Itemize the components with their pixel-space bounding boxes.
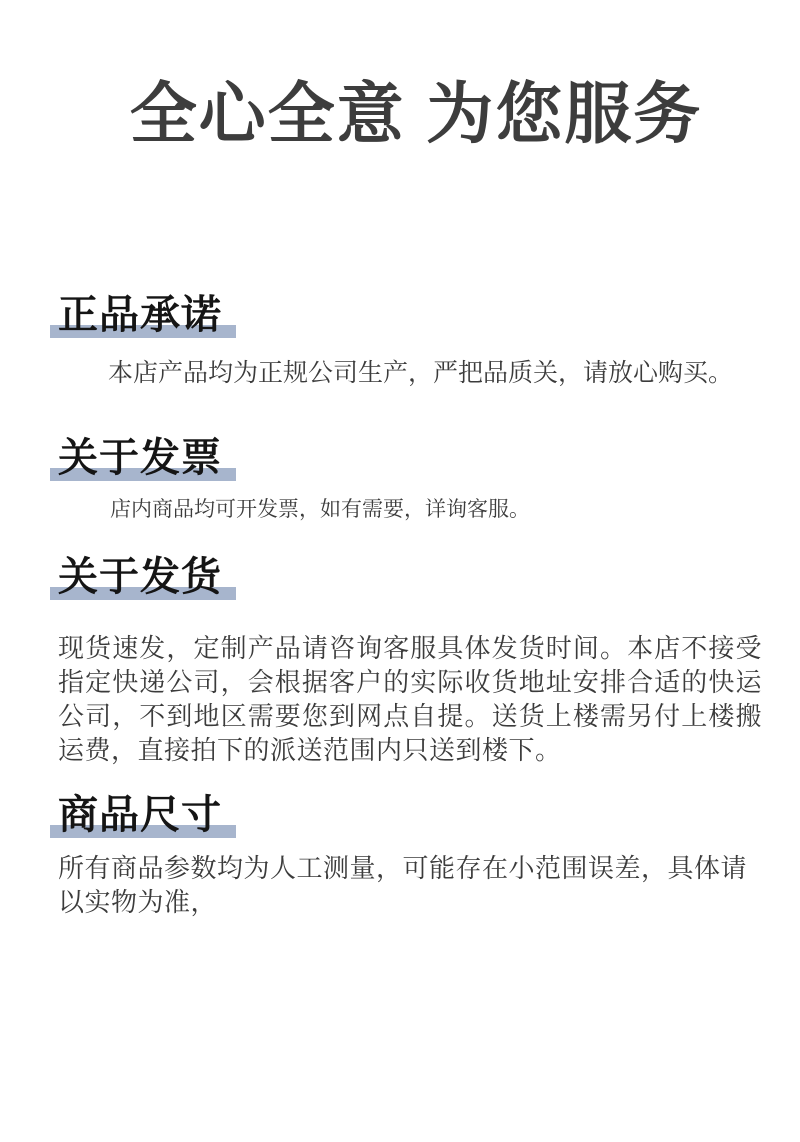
heading-row	[58, 767, 762, 838]
service-info-page	[0, 77, 800, 1142]
heading-row	[58, 523, 762, 600]
heading-row	[58, 390, 762, 478]
section-shipping	[58, 523, 762, 767]
section-heading-text: 关于发货	[58, 555, 222, 600]
section-heading	[58, 435, 222, 480]
section-heading-text: 关于发票	[58, 435, 222, 480]
section-body-text: 所有商品参数均为人工测量，可能存在小范围误差，具体请以实物为准，	[58, 853, 748, 918]
section-dimensions	[58, 767, 762, 919]
section-authenticity	[58, 150, 762, 390]
section-heading	[58, 793, 222, 838]
page-title: 全心全意 为您服务	[129, 77, 703, 152]
section-body-text: 本店产品均为正规公司生产，严把品质关，请放心购买。	[108, 359, 734, 388]
section-heading	[58, 293, 222, 338]
section-heading-text: 商品尺寸	[58, 793, 222, 838]
section-heading	[58, 555, 222, 600]
section-invoice	[58, 390, 762, 523]
heading-row	[58, 150, 762, 338]
section-body-text: 现货速发，定制产品请咨询客服具体发货时间。本店不接受指定快递公司，会根据客户的实际收货地址安排合适的快运公司，不到地区需要您到网点自提。送货上楼需另付上楼搬运费，直接拍下的派送范围内只送到楼下。	[58, 633, 762, 766]
section-heading-text: 正品承诺	[58, 293, 222, 338]
section-body-text: 店内商品均可开发票，如有需要，详询客服。	[110, 497, 530, 521]
